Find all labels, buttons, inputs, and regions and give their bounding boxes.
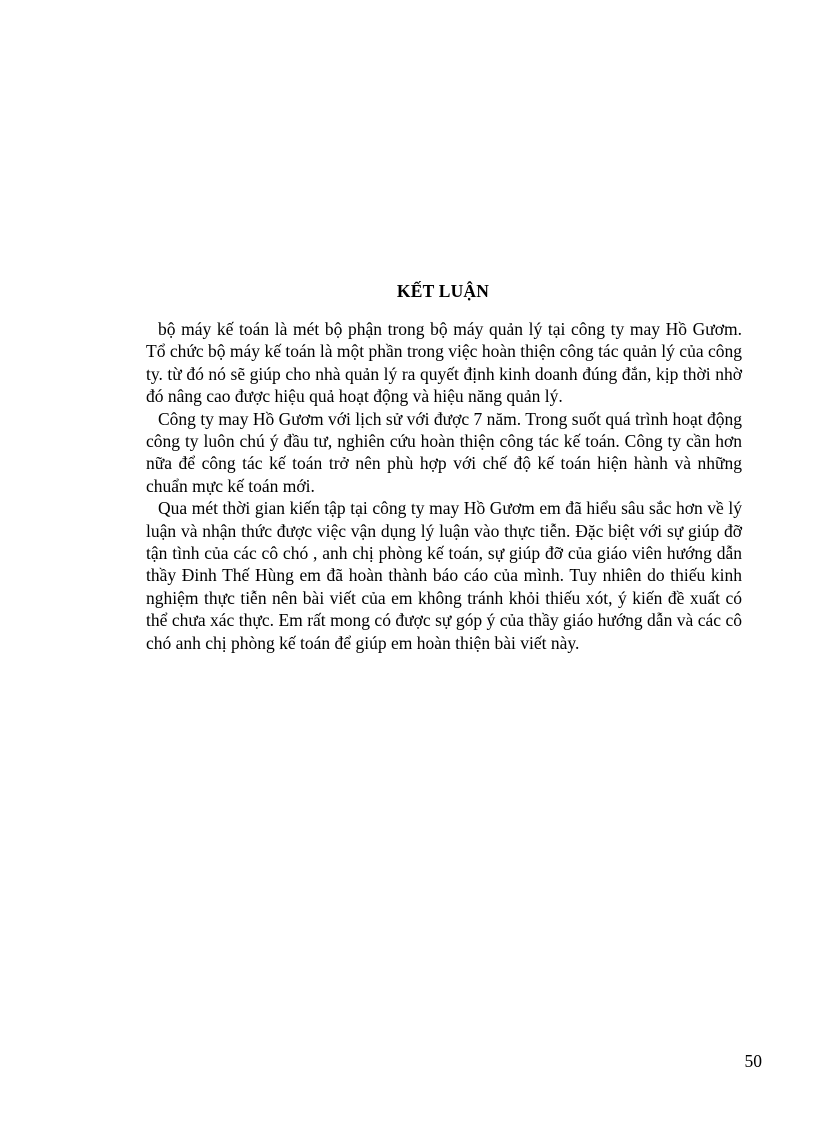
paragraph-1: bộ máy kế toán là mét bộ phận trong bộ máy quản lý tại công ty may Hồ Gươm. Tổ chức bộ máy kế toán là một phần trong việc hoàn thiện công tác quản lý của công ty. từ đó nó sẽ giúp cho nhà quản lý ra quyết định kinh doanh đúng đắn, kịp thời nhờ đó nâng cao được hiệu quả hoạt động và hiệu năng quản lý. — [146, 319, 742, 407]
page-title: KẾT LUẬN — [396, 281, 490, 301]
page-number: 50 — [744, 1051, 762, 1071]
body-text — [146, 318, 742, 654]
paragraph-3: Qua mét thời gian kiến tập tại công ty may Hồ Gươm em đã hiểu sâu sắc hơn về lý luận và nhận thức được việc vận dụng lý luận vào thực tiễn. Đặc biệt với sự giúp đỡ tận tình của các cô chó , anh chị phòng kế toán, sự giúp đỡ của giáo viên hướng dẫn thầy Đinh Thế Hùng em đã hoàn thành báo cáo của mình. Tuy nhiên do thiếu kinh nghiệm thực tiễn nên bài viết của em không tránh khỏi thiếu xót, ý kiến đề xuất có thể chưa xác thực. Em rất mong có được sự góp ý của thầy giáo hướng dẫn và các cô chó anh chị phòng kế toán để giúp em hoàn thiện bài viết này. — [146, 498, 742, 653]
paragraph-2: Công ty may Hồ Gươm với lịch sử với được 7 năm. Trong suốt quá trình hoạt động công ty luôn chú ý đầu tư, nghiên cứu hoàn thiện công tác kế toán. Công ty cần hơn nữa để công tác kế toán trở nên phù hợp với chế độ kế toán hiện hành và những chuẩn mực kế toán mới. — [146, 408, 742, 496]
